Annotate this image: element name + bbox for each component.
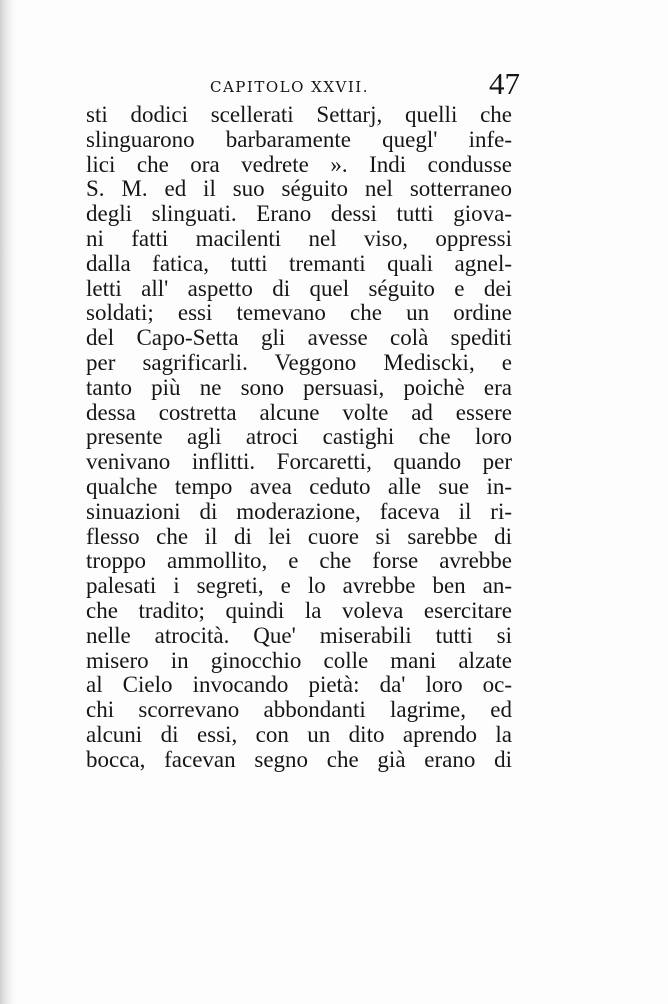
text-line: S. M. ed il suo séguito nel sotterraneo	[86, 177, 512, 202]
text-line: palesati i segreti, e lo avrebbe ben an-	[86, 574, 512, 599]
text-line: dessa costretta alcune volte ad essere	[86, 400, 512, 425]
text-line: sti dodici scellerati Settarj, quelli che	[86, 103, 512, 127]
text-line: venivano inflitti. Forcaretti, quando per	[86, 450, 512, 475]
text-line: soldati; essi temevano che un ordine	[86, 301, 512, 326]
text-line: slinguarono barbaramente quegl' infe-	[86, 127, 512, 152]
text-line: qualche tempo avea ceduto alle sue in-	[86, 474, 512, 499]
text-line: dalla fatica, tutti tremanti quali agnel-	[86, 251, 512, 276]
text-line: che tradito; quindi la voleva esercitare	[86, 598, 512, 623]
text-line: al Cielo invocando pietà: da' loro oc-	[86, 673, 512, 698]
text-line: presente agli atroci castighi che loro	[86, 425, 512, 450]
running-head: CAPITOLO XXVII.	[210, 78, 369, 96]
text-line: troppo ammollito, e che forse avrebbe	[86, 549, 512, 574]
text-line: misero in ginocchio colle mani alzate	[86, 648, 512, 673]
text-line: bocca, facevan segno che già erano di	[86, 747, 512, 772]
text-line: alcuni di essi, con un dito aprendo la	[86, 722, 512, 747]
page-header	[86, 66, 522, 106]
text-line: tanto più ne sono persuasi, poichè era	[86, 375, 512, 400]
text-line: per sagrificarli. Veggono Mediscki, e	[86, 350, 512, 375]
text-line: ni fatti macilenti nel viso, oppressi	[86, 226, 512, 251]
text-line: letti all' aspetto di quel séguito e dei	[86, 276, 512, 301]
text-line: flesso che il di lei cuore si sarebbe di	[86, 524, 512, 549]
text-line: degli slinguati. Erano dessi tutti giova-	[86, 202, 512, 227]
body-text	[86, 103, 512, 773]
page-number: 47	[489, 66, 520, 101]
page-gutter-shadow	[0, 0, 16, 1004]
text-line: lici che ora vedrete ». Indi condusse	[86, 152, 512, 177]
text-line: chi scorrevano abbondanti lagrime, ed	[86, 698, 512, 723]
text-line: nelle atrocità. Que' miserabili tutti si	[86, 623, 512, 648]
text-line: del Capo-Setta gli avesse colà spediti	[86, 326, 512, 351]
text-line: sinuazioni di moderazione, faceva il ri-	[86, 499, 512, 524]
